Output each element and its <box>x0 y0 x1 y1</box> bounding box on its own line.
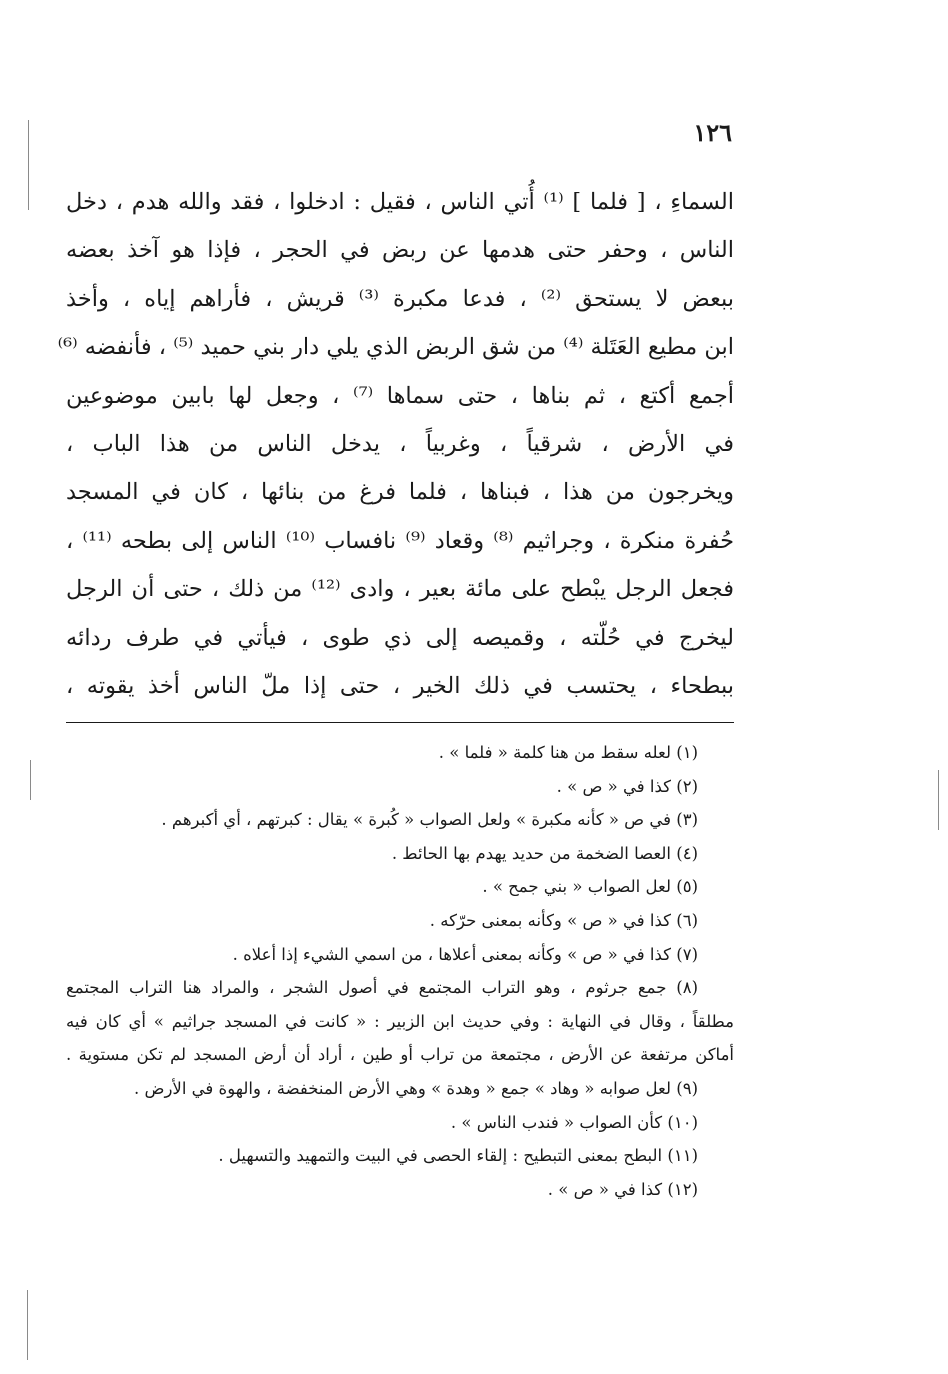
footnote-1: (١) لعله سقط من هنا كلمة « فلما » . <box>438 743 698 762</box>
text-line: فجعل الرجل يبْطح على مائة بعير ، وادى ⁽¹²⁾ من ذلك ، حتى أن الرجل <box>66 576 734 603</box>
text-line: ليخرج في حُلّته ، وقميصه إلى ذي طوى ، فيأتي في طرف ردائه <box>66 624 734 651</box>
text-line: ببعض لا يستحق ⁽²⁾ ، فدعا مكبرة ⁽³⁾ قريش ، فأراهم إياه ، وأخذ <box>66 285 734 312</box>
scan-edge-mark <box>27 1290 28 1360</box>
footnote-10: (١٠) كأن الصواب « فندب الناس » . <box>450 1112 698 1132</box>
footnote-3: (٣) في ص « كأنه مكبرة » ولعل الصواب « كُبرة » يقال : كبرتهم ، أي أكبرهم . <box>161 810 698 830</box>
footnote-6: (٦) كذا في « ص » وكأنه بمعنى حرّكه . <box>429 910 698 930</box>
footnote-7: (٧) كذا في « ص » وكأنه بمعنى أعلاها ، من اسمي الشيء إذا أعلاه . <box>232 944 698 964</box>
footnote-8-continued: مطلقاً ، وقال في النهاية : وفي حديث ابن الزبير : « كانت في المسجد جراثيم » أي كان فيه <box>66 1011 734 1031</box>
footnote-separator <box>66 722 734 723</box>
footnote-12: (١٢) كذا في « ص » . <box>547 1179 698 1199</box>
scan-edge-mark <box>28 120 29 210</box>
text-line: أجمع أكتع ، ثم بناها ، حتى سماها ⁽⁷⁾ ، وجعل لها بابين موضوعين <box>66 382 735 409</box>
footnote-4: (٤) العصا الضخمة من حديد يهدم بها الحائط . <box>391 843 698 863</box>
text-line: حُفرة منكرة ، وجراثيم ⁽⁸⁾ وقعاد ⁽⁹⁾ نافساب ⁽¹⁰⁾ الناس إلى بطحه ⁽¹¹⁾ ، <box>66 527 734 554</box>
text-line: الناس ، وحفر حتى هدمها عن ربض في الحجر ، فإذا هو آخذ بعضه <box>66 237 734 264</box>
footnotes-block <box>66 736 734 1206</box>
footnote-2: (٢) كذا في « ص » . <box>556 776 698 796</box>
text-line: في الأرض ، شرقياً ، وغربياً ، يدخل الناس من هذا الباب ، <box>66 430 734 457</box>
footnote-8: (٨) جمع جرثوم ، وهو التراب المجتمع في أصول الشجر ، والمراد هنا التراب المجتمع <box>66 978 698 998</box>
footnote-8-continued: أماكن مرتفعة عن الأرض ، مجتمعة من تراب أو طين ، أراد أن أرض المسجد لم تكن مستوية . <box>66 1045 734 1065</box>
footnote-5: (٥) لعل الصواب « بني جمح » . <box>482 877 698 897</box>
scan-edge-mark <box>938 770 939 830</box>
text-line: السماءِ ، [ فلما ] ⁽¹⁾ أُتي الناس ، فقيل : ادخلوا ، فقد والله هدم ، دخل <box>66 189 735 215</box>
page-number: ١٢٦ <box>693 118 732 147</box>
text-line: ببطحاء ، يحتسب في ذلك الخير ، حتى إذا ملّ الناس أخذ يقوته ، <box>66 672 734 699</box>
main-text-block <box>57 178 735 710</box>
footnote-11: (١١) البطح بمعنى التبطيح : إلقاء الحصى في البيت والتمهيد والتسهيل . <box>218 1146 698 1166</box>
footnote-9: (٩) لعل صوابه « وهاد » جمع « وهدة » وهي الأرض المنخفضة ، والهوة في الأرض . <box>134 1078 698 1098</box>
text-line: ويخرجون من هذا ، فبناها ، فلما فرغ من بنائها ، كان في المسجد <box>66 479 734 506</box>
scan-edge-mark <box>30 760 31 800</box>
text-line: ابن مطيع العَتَلة ⁽⁴⁾ من شق الربض الذي يلي دار بني حميد ⁽⁵⁾ ، فأنفضه ⁽⁶⁾ <box>57 334 734 361</box>
